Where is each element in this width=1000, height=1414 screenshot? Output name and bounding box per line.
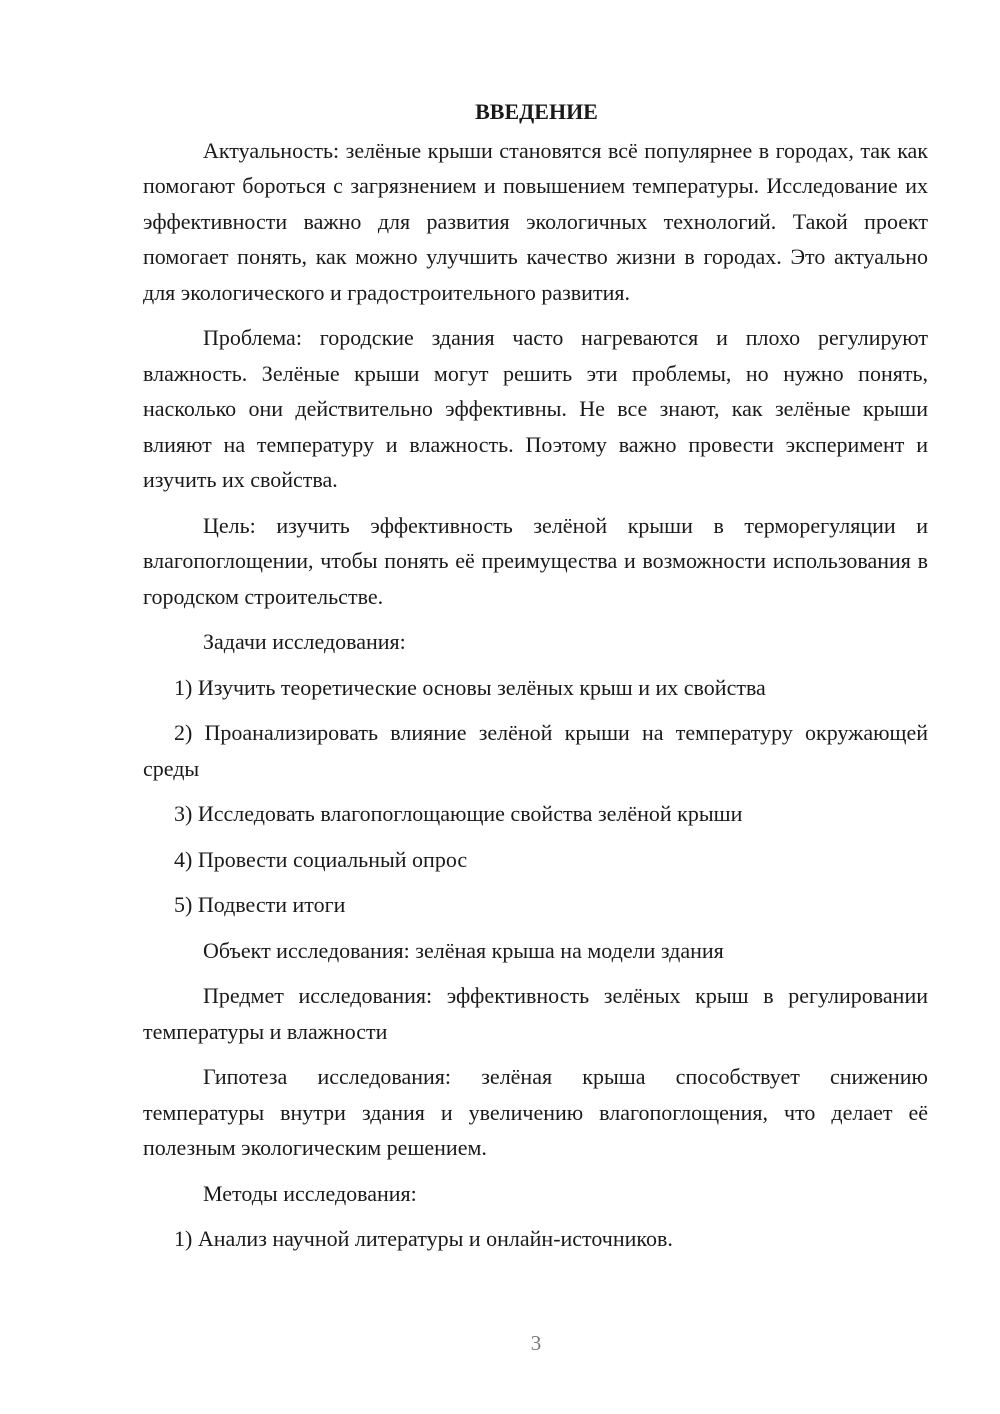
task-item-2: 2) Проанализировать влияние зелёной крыши на температуру окружающей среды — [143, 720, 928, 781]
document-page — [143, 94, 928, 1267]
object-paragraph: Объект исследования: зелёная крыша на модели здания — [203, 937, 724, 963]
task-item-3: 3) Исследовать влагопоглощающие свойства зелёной крыши — [174, 801, 743, 826]
task-item-1: 1) Изучить теоретические основы зелёных крыш и их свойства — [174, 674, 766, 700]
problem-paragraph: Проблема: городские здания часто нагреваются и плохо регулируют влажность. Зелёные крыши могут решить эти проблемы, но нужно понять, насколько они действительно эффективны. Не все знают, как зелёные крыши влияют на температуру и влажность. Поэтому важно провести эксперимент и изучить их свойства. — [143, 325, 928, 492]
hypothesis-paragraph: Гипотеза исследования: зелёная крыша способствует снижению температуры внутри здания и увеличению влагопоглощения, что делает её полезным экологическим решением. — [143, 1064, 928, 1160]
section-title: ВВЕДЕНИЕ — [475, 99, 598, 124]
page-number: 3 — [530, 1331, 542, 1355]
relevance-paragraph: Актуальность: зелёные крыши становятся всё популярнее в городах, так как помогают бороться с загрязнением и повышением температуры. Исследование их эффективности важно для развития экологичных технологий. Такой проект помогает понять, как можно улучшить качество жизни в городах. Это актуально для экологического и градостроительного развития. — [143, 137, 928, 305]
goal-paragraph: Цель: изучить эффективность зелёной крыши в терморегуляции и влагопоглощении, чтобы понять её преимущества и возможности использования в городском строительстве. — [143, 512, 928, 609]
method-item-1: 1) Анализ научной литературы и онлайн-источников. — [174, 1226, 673, 1251]
subject-paragraph: Предмет исследования: эффективность зелёных крыш в регулировании температуры и влажности — [143, 983, 928, 1044]
tasks-heading: Задачи исследования: — [203, 629, 406, 654]
methods-heading: Методы исследования: — [203, 1180, 417, 1206]
task-item-5: 5) Подвести итоги — [174, 892, 346, 917]
task-item-4: 4) Провести социальный опрос — [174, 846, 468, 872]
